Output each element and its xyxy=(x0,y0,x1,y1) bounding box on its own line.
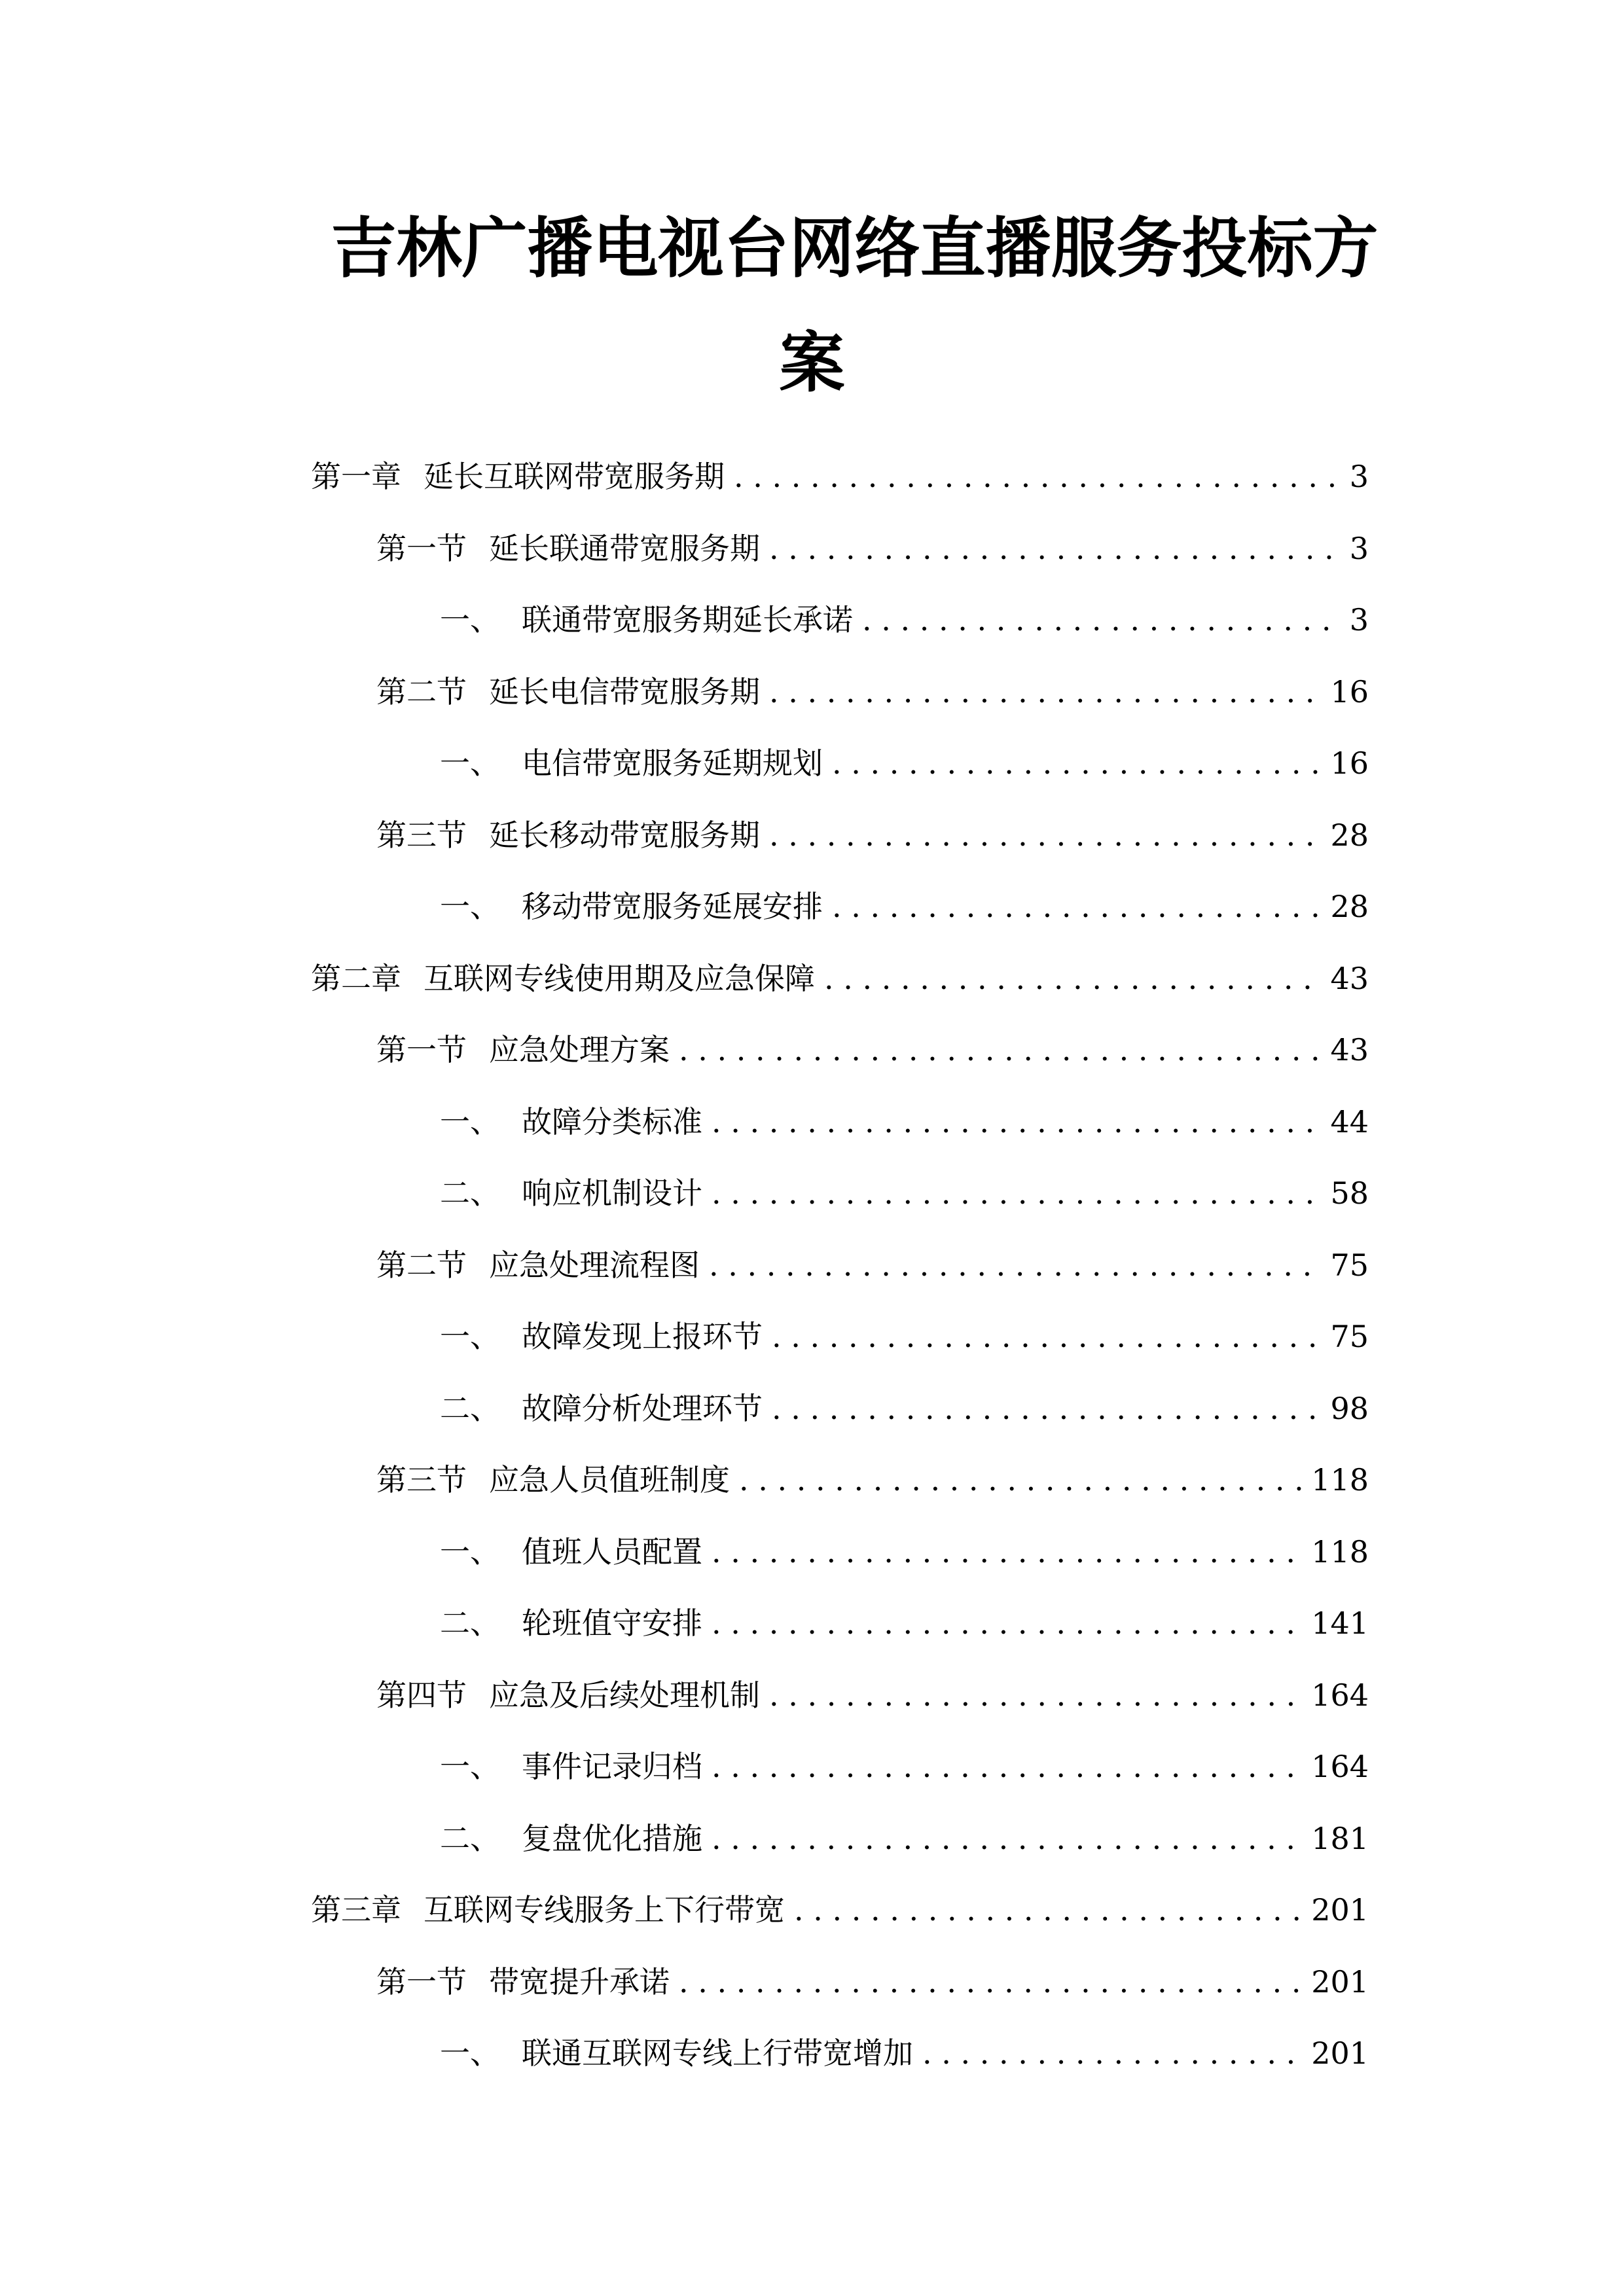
toc-entry[interactable] xyxy=(440,597,1369,643)
toc-entry-label: 延长移动带宽服务期 xyxy=(489,817,760,853)
toc-entry-label: 电信带宽服务延期规划 xyxy=(522,745,823,781)
toc-entry-label: 故障分类标准 xyxy=(522,1104,702,1139)
toc-entry-label: 互联网专线服务上下行带宽 xyxy=(424,1892,785,1928)
toc-entry[interactable] xyxy=(440,1386,1369,1431)
toc-entry-number: 第一节 xyxy=(376,1032,467,1067)
toc-entry-number: 二、 xyxy=(440,1175,500,1211)
toc-entry[interactable] xyxy=(376,1027,1369,1073)
toc-entry-label: 延长电信带宽服务期 xyxy=(489,674,760,709)
toc-entry[interactable] xyxy=(376,1457,1369,1503)
toc-entry-page-number: 201 xyxy=(1311,1892,1369,1928)
toc-entry-label: 带宽提升承诺 xyxy=(489,1964,670,2000)
toc-entry-page-number: 28 xyxy=(1330,889,1369,924)
toc-entry-label: 移动带宽服务延展安排 xyxy=(522,889,823,924)
toc-entry-page-number: 44 xyxy=(1330,1104,1369,1139)
toc-entry-page-number: 201 xyxy=(1311,1964,1369,2000)
toc-dot-leader xyxy=(679,1027,1321,1073)
toc-entry-label: 事件记录归档 xyxy=(522,1749,702,1784)
toc-entry-number: 一、 xyxy=(440,1104,500,1139)
toc-entry-number: 第一节 xyxy=(376,531,467,566)
toc-entry-number: 一、 xyxy=(440,1319,500,1354)
toc-entry[interactable] xyxy=(440,2030,1369,2076)
toc-entry-label: 复盘优化措施 xyxy=(522,1821,702,1856)
toc-entry-label: 应急及后续处理机制 xyxy=(489,1677,760,1713)
toc-dot-leader xyxy=(769,526,1341,571)
toc-entry-number: 第一节 xyxy=(376,1964,467,2000)
toc-dot-leader xyxy=(832,884,1321,929)
toc-entry[interactable] xyxy=(440,1600,1369,1646)
toc-entry-number: 第三章 xyxy=(311,1892,401,1928)
toc-entry-page-number: 3 xyxy=(1349,459,1369,494)
toc-entry-page-number: 141 xyxy=(1311,1605,1369,1641)
toc-dot-leader xyxy=(824,956,1321,1001)
toc-entry[interactable] xyxy=(440,1816,1369,1861)
toc-entry-number: 一、 xyxy=(440,1534,500,1570)
toc-dot-leader xyxy=(679,1959,1302,2005)
toc-entry[interactable] xyxy=(440,1170,1369,1216)
toc-entry-page-number: 98 xyxy=(1330,1391,1369,1426)
toc-entry-number: 一、 xyxy=(440,1749,500,1784)
toc-entry-number: 第三节 xyxy=(376,1462,467,1498)
toc-entry-page-number: 118 xyxy=(1311,1462,1369,1498)
toc-entry-page-number: 164 xyxy=(1311,1677,1369,1713)
toc-entry-label: 值班人员配置 xyxy=(522,1534,702,1570)
toc-entry-label: 故障分析处理环节 xyxy=(522,1391,763,1426)
toc-entry-number: 第三节 xyxy=(376,817,467,853)
toc-entry-page-number: 181 xyxy=(1311,1821,1369,1856)
toc-entry-page-number: 118 xyxy=(1311,1534,1369,1570)
toc-entry[interactable] xyxy=(440,1744,1369,1789)
toc-dot-leader xyxy=(862,597,1341,643)
toc-entry[interactable] xyxy=(440,1314,1369,1359)
toc-entry[interactable] xyxy=(311,1887,1369,1933)
toc-entry[interactable] xyxy=(440,1529,1369,1575)
toc-entry-number: 一、 xyxy=(440,2036,500,2071)
toc-entry-page-number: 43 xyxy=(1330,961,1369,996)
toc-entry-number: 第二章 xyxy=(311,961,401,996)
toc-entry-label: 响应机制设计 xyxy=(522,1175,702,1211)
toc-entry[interactable] xyxy=(440,1099,1369,1145)
toc-dot-leader xyxy=(922,2030,1302,2076)
toc-entry-page-number: 3 xyxy=(1349,531,1369,566)
toc-entry[interactable] xyxy=(376,526,1369,571)
toc-entry[interactable] xyxy=(376,1672,1369,1718)
toc-entry-page-number: 164 xyxy=(1311,1749,1369,1784)
toc-entry-label: 应急人员值班制度 xyxy=(489,1462,730,1498)
toc-dot-leader xyxy=(734,454,1341,499)
toc-entry[interactable] xyxy=(311,454,1369,499)
toc-entry-label: 联通互联网专线上行带宽增加 xyxy=(522,2036,913,2071)
toc-entry[interactable] xyxy=(311,956,1369,1001)
toc-entry-label: 延长互联网带宽服务期 xyxy=(424,459,725,494)
toc-entry-page-number: 3 xyxy=(1349,602,1369,637)
toc-entry-label: 应急处理流程图 xyxy=(489,1247,700,1283)
toc-entry-page-number: 43 xyxy=(1330,1032,1369,1067)
toc-dot-leader xyxy=(769,812,1321,858)
toc-entry-page-number: 201 xyxy=(1311,2036,1369,2071)
toc-dot-leader xyxy=(712,1099,1321,1145)
toc-entry-label: 联通带宽服务期延长承诺 xyxy=(522,602,853,637)
toc-entry-number: 第二节 xyxy=(376,1247,467,1283)
toc-entry[interactable] xyxy=(440,740,1369,786)
toc-entry-label: 互联网专线使用期及应急保障 xyxy=(424,961,815,996)
toc-entry-page-number: 28 xyxy=(1330,817,1369,853)
toc-entry-page-number: 58 xyxy=(1330,1175,1369,1211)
toc-entry-number: 二、 xyxy=(440,1391,500,1426)
toc-entry-number: 第一章 xyxy=(311,459,401,494)
toc-dot-leader xyxy=(712,1170,1321,1216)
toc-entry[interactable] xyxy=(376,669,1369,715)
toc-entry[interactable] xyxy=(440,884,1369,929)
toc-entry[interactable] xyxy=(376,1959,1369,2005)
toc-entry-number: 二、 xyxy=(440,1821,500,1856)
toc-dot-leader xyxy=(769,669,1321,715)
toc-entry-number: 一、 xyxy=(440,889,500,924)
toc-dot-leader xyxy=(769,1672,1302,1718)
toc-entry-label: 应急处理方案 xyxy=(489,1032,670,1067)
toc-dot-leader xyxy=(794,1887,1302,1933)
toc-entry-page-number: 75 xyxy=(1330,1319,1369,1354)
toc-dot-leader xyxy=(772,1386,1321,1431)
toc-dot-leader xyxy=(712,1816,1302,1861)
toc-entry-label: 延长联通带宽服务期 xyxy=(489,531,760,566)
toc-entry-number: 第四节 xyxy=(376,1677,467,1713)
toc-entry-page-number: 16 xyxy=(1330,674,1369,709)
document-title-line-2: 案 xyxy=(779,325,845,401)
toc-dot-leader xyxy=(709,1242,1321,1288)
toc-entry[interactable] xyxy=(376,812,1369,858)
toc-entry-number: 一、 xyxy=(440,602,500,637)
toc-entry-page-number: 75 xyxy=(1330,1247,1369,1283)
toc-entry-page-number: 16 xyxy=(1330,745,1369,781)
toc-entry-number: 第二节 xyxy=(376,674,467,709)
toc-dot-leader xyxy=(712,1529,1302,1575)
toc-dot-leader xyxy=(772,1314,1321,1359)
document-title-line-1: 吉林广播电视台网络直播服务投标方 xyxy=(331,210,1379,287)
toc-entry-number: 一、 xyxy=(440,745,500,781)
toc-entry-label: 故障发现上报环节 xyxy=(522,1319,763,1354)
toc-dot-leader xyxy=(712,1600,1302,1646)
toc-entry-label: 轮班值守安排 xyxy=(522,1605,702,1641)
toc-dot-leader xyxy=(712,1744,1302,1789)
toc-entry[interactable] xyxy=(376,1242,1369,1288)
toc-dot-leader xyxy=(832,740,1321,786)
toc-dot-leader xyxy=(739,1457,1302,1503)
toc-entry-number: 二、 xyxy=(440,1605,500,1641)
